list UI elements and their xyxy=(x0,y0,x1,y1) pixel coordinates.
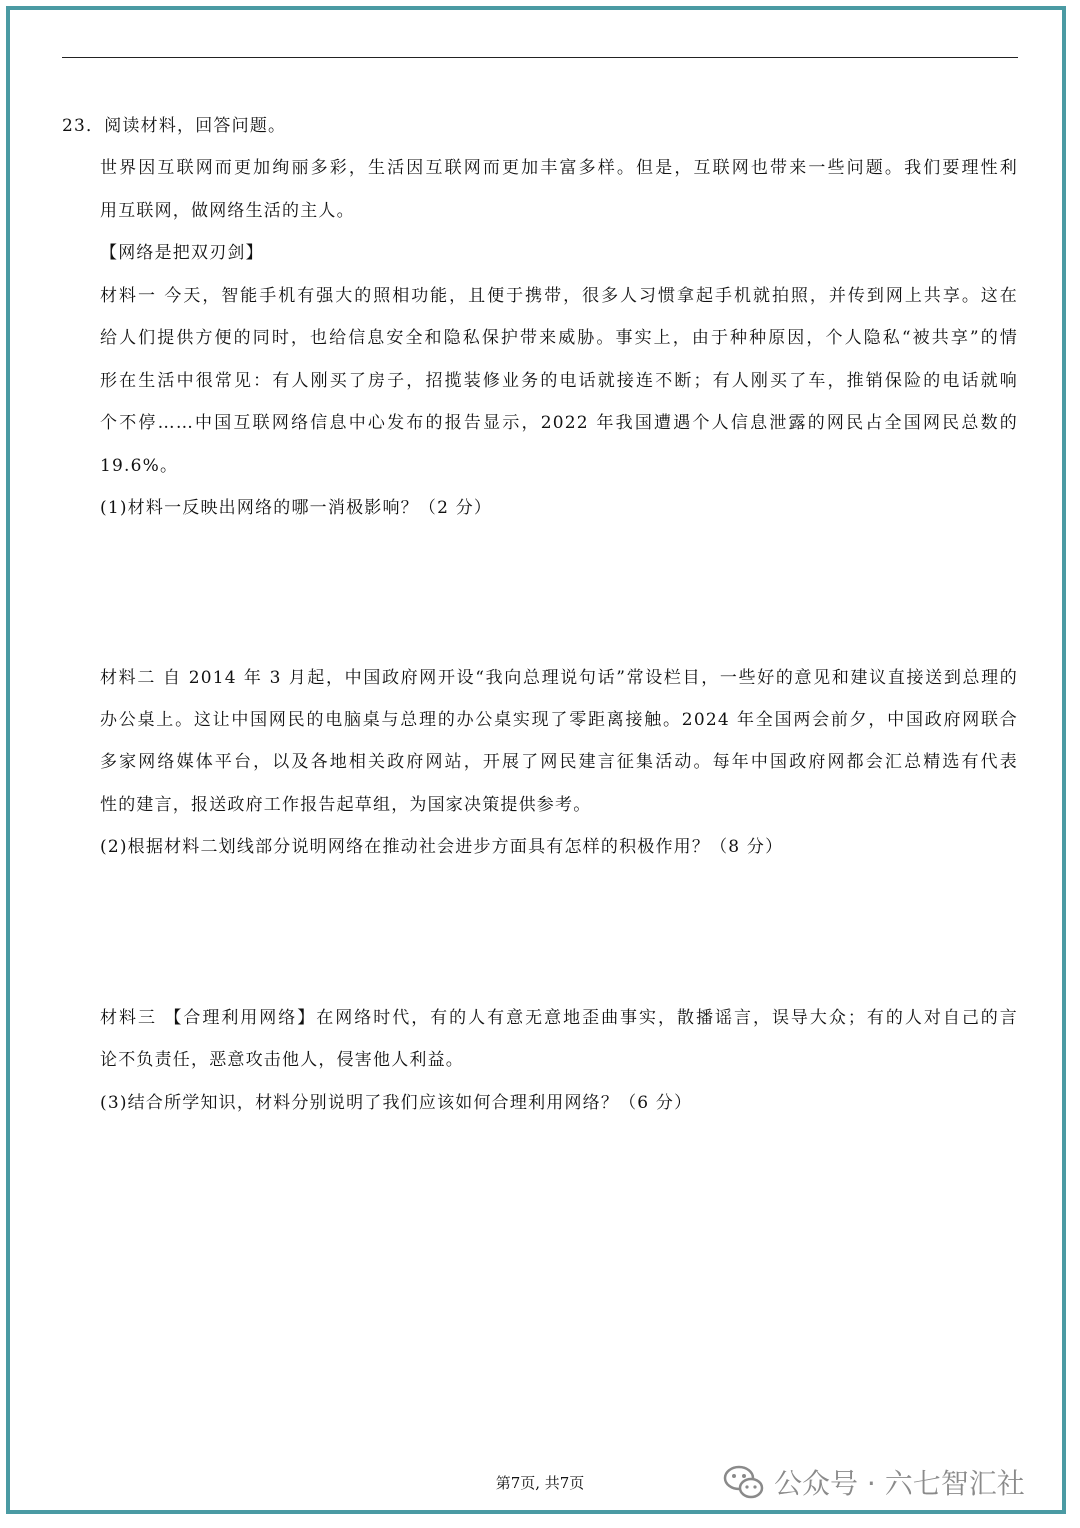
page-number: 第7页, 共7页 xyxy=(495,1474,585,1492)
material1-line-4: 个不停……中国互联网络信息中心发布的报告显示，2022 年我国遭遇个人信息泄露的网民占全国网民总数的 xyxy=(100,413,1018,433)
watermark xyxy=(722,1460,1025,1504)
material1-line-5: 19.6%。 xyxy=(100,456,179,476)
material2-line-4: 性的建言，报送政府工作报告起草组，为国家决策提供参考。 xyxy=(100,795,592,815)
intro-line-1: 世界因互联网而更加绚丽多彩，生活因互联网而更加丰富多样。但是，互联网也带来一些问题。我们要理性利 xyxy=(100,158,1018,178)
intro-line-2: 用互联网，做网络生活的主人。 xyxy=(100,201,355,221)
material1-line-3: 形在生活中很常见：有人刚买了房子，招揽装修业务的电话就接连不断；有人刚买了车，推销保险的电话就响 xyxy=(100,371,1018,391)
sub-question-2: (2)根据材料二划线部分说明网络在推动社会进步方面具有怎样的积极作用？（8 分） xyxy=(100,837,784,857)
material2-line-3: 多家网络媒体平台，以及各地相关政府网站，开展了网民建言征集活动。每年中国政府网都会汇总精选有代表 xyxy=(100,752,1018,772)
section-title: 【网络是把双刃剑】 xyxy=(100,243,264,263)
question-title: 23．阅读材料，回答问题。 xyxy=(62,116,287,136)
material2-line-2: 办公桌上。这让中国网民的电脑桌与总理的办公桌实现了零距离接触。2024 年全国两会前夕，中国政府网联合 xyxy=(100,710,1018,730)
header-rule xyxy=(62,57,1018,58)
sub-question-1: (1)材料一反映出网络的哪一消极影响？（2 分） xyxy=(100,498,493,518)
material3-line-2: 论不负责任，恶意攻击他人，侵害他人利益。 xyxy=(100,1050,464,1070)
material2-line-1: 材料二 自 2014 年 3 月起，中国政府网开设“我向总理说句话”常设栏目，一些好的意见和建议直接送到总理的 xyxy=(100,668,1018,688)
material1-line-2: 给人们提供方便的同时，也给信息安全和隐私保护带来威胁。事实上，由于种种原因，个人隐私“被共享”的情 xyxy=(100,328,1018,348)
watermark-text: 公众号 · 六七智汇社 xyxy=(774,1467,1025,1500)
wechat-icon xyxy=(722,1462,766,1502)
material1-line-1: 材料一 今天，智能手机有强大的照相功能，且便于携带，很多人习惯拿起手机就拍照，并传到网上共享。这在 xyxy=(100,286,1018,306)
sub-question-3: (3)结合所学知识，材料分别说明了我们应该如何合理利用网络？（6 分） xyxy=(100,1093,693,1113)
material3-line-1: 材料三 【合理利用网络】在网络时代，有的人有意无意地歪曲事实，散播谣言，误导大众；有的人对自己的言 xyxy=(100,1008,1018,1028)
